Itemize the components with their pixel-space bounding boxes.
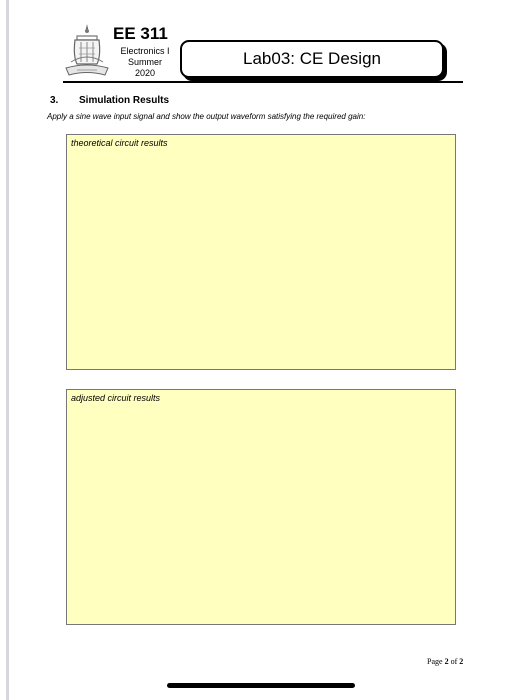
header-divider xyxy=(63,81,463,83)
home-indicator[interactable] xyxy=(167,683,355,688)
adjusted-results-box xyxy=(66,389,456,625)
university-seal-icon xyxy=(63,22,111,78)
total-pages: 2 xyxy=(459,657,464,666)
section-title: Simulation Results xyxy=(79,95,170,106)
result-box-label: adjusted circuit results xyxy=(71,393,161,403)
course-year: 2020 xyxy=(134,68,156,78)
lab-title: Lab03: CE Design xyxy=(180,40,444,78)
course-name: Electronics I xyxy=(120,46,170,56)
current-page: 2 xyxy=(444,657,449,666)
course-code: EE 311 xyxy=(113,24,168,43)
page-number: Page 2 of 2 xyxy=(427,657,464,666)
theoretical-results-box xyxy=(66,134,456,370)
course-term: Summer xyxy=(127,57,162,67)
scroll-edge-line xyxy=(6,0,9,700)
course-meta xyxy=(109,46,181,79)
section-heading xyxy=(50,95,169,106)
section-number: 3. xyxy=(50,95,59,106)
result-box-label: theoretical circuit results xyxy=(71,138,168,148)
section-instruction: Apply a sine wave input signal and show the output waveform satisfying the required gain: xyxy=(47,112,366,121)
